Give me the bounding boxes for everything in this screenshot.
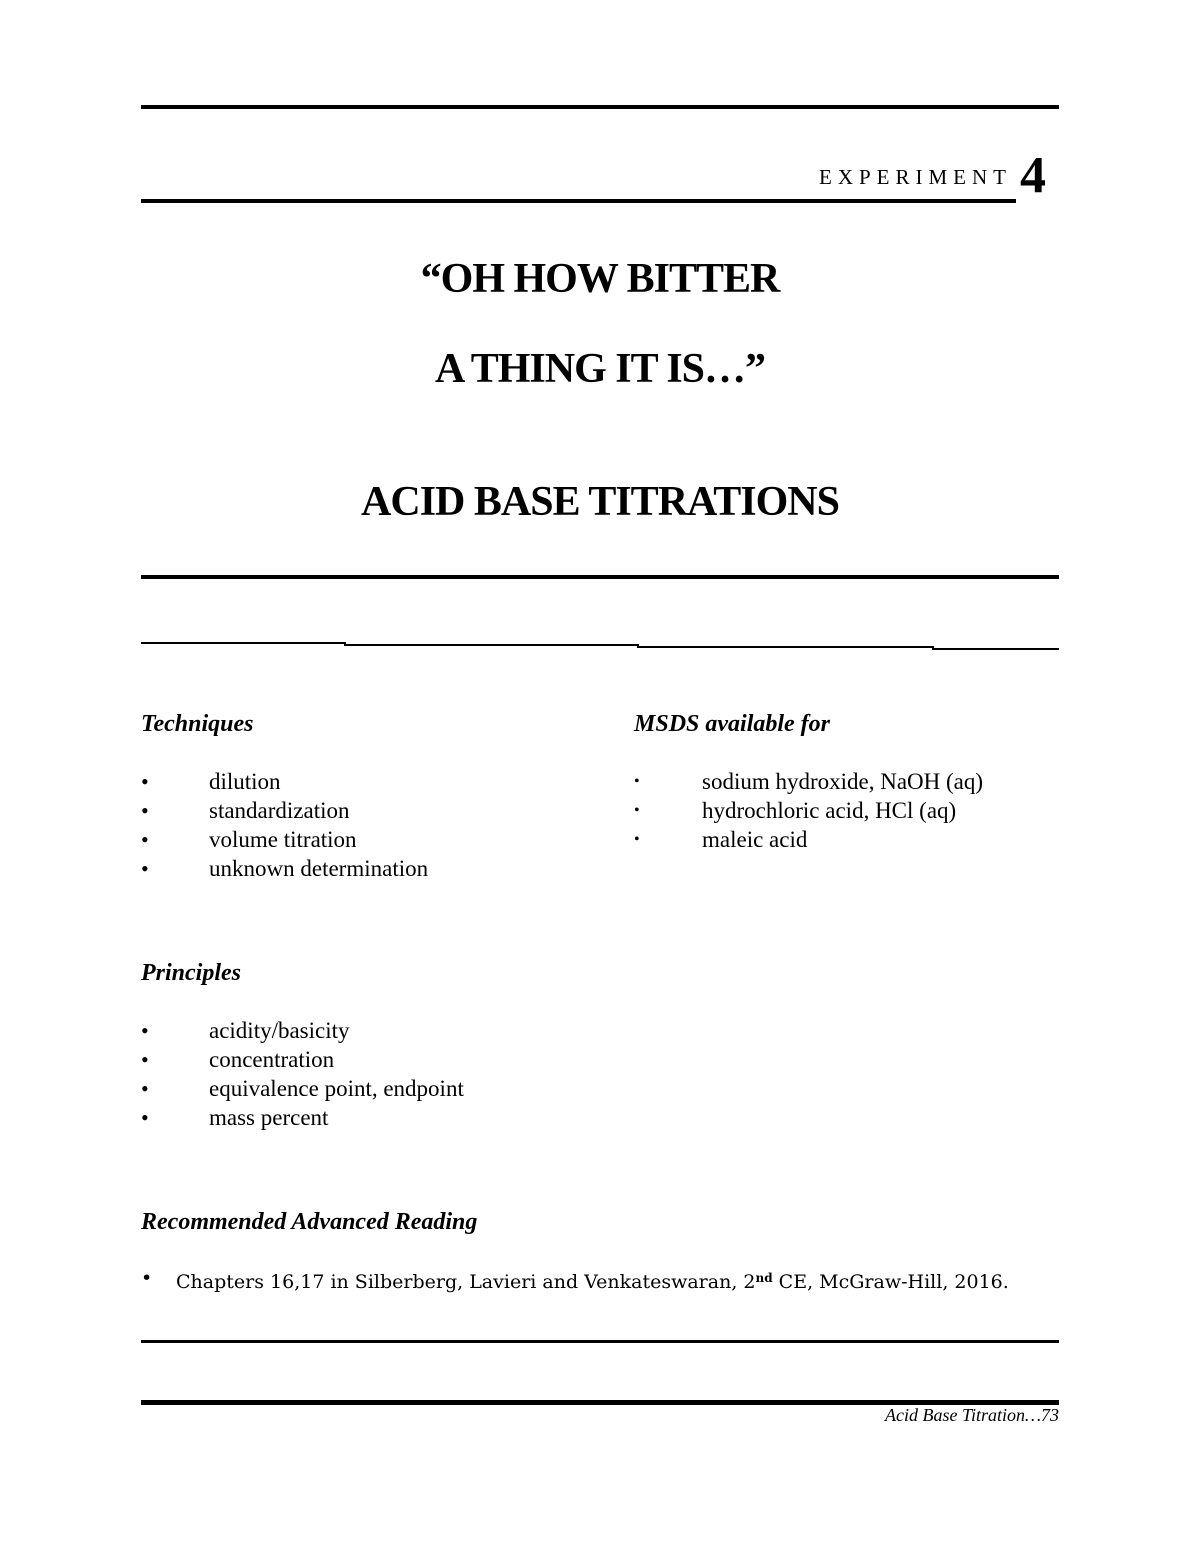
reading-text-main: Chapters 16,17 in Silberberg, Lavieri and Venkateswaran, 2 (176, 1271, 756, 1293)
experiment-label: EXPERIMENT (819, 165, 1012, 189)
list-item: • sodium hydroxide, NaOH (aq) (634, 767, 983, 796)
segmented-rule-1 (141, 642, 346, 644)
techniques-heading: Techniques (141, 711, 254, 737)
list-item: • dilution (141, 767, 428, 796)
list-item: • mass percent (141, 1103, 464, 1132)
msds-heading: MSDS available for (634, 711, 831, 737)
reading-text (176, 1266, 1059, 1295)
reading-superscript: nd (755, 1271, 773, 1285)
experiment-number: 4 (1020, 147, 1046, 204)
top-rule (141, 105, 1059, 109)
list-item: • equivalence point, endpoint (141, 1074, 464, 1103)
segmented-rule-3 (637, 646, 934, 648)
list-item: • concentration (141, 1045, 464, 1074)
reading-heading: Recommended Advanced Reading (141, 1209, 478, 1235)
list-item: • maleic acid (634, 825, 983, 854)
principles-heading: Principles (141, 960, 241, 986)
reading-entry (141, 1266, 1059, 1295)
msds-list (634, 767, 983, 854)
segmented-rule-2 (344, 644, 639, 646)
principles-list (141, 1016, 464, 1132)
title-line-3: ACID BASE TITRATIONS (361, 479, 839, 525)
experiment-rule (141, 199, 1016, 203)
reading-text-end: CE, McGraw-Hill, 2016. (772, 1271, 1009, 1293)
list-item: • standardization (141, 796, 428, 825)
list-item: • hydrochloric acid, HCl (aq) (634, 796, 983, 825)
title-line-1: “OH HOW BITTER (420, 256, 780, 302)
title-bottom-rule (141, 575, 1059, 579)
techniques-list (141, 767, 428, 883)
list-item: • acidity/basicity (141, 1016, 464, 1045)
list-item: • unknown determination (141, 854, 428, 883)
page-footer: Acid Base Titration…73 (884, 1405, 1059, 1425)
reading-bullet: • (141, 1267, 153, 1289)
list-item: • volume titration (141, 825, 428, 854)
title-line-2: A THING IT IS…” (434, 346, 766, 392)
segmented-rule-4 (932, 648, 1059, 650)
bottom-rule-thin (141, 1340, 1059, 1343)
